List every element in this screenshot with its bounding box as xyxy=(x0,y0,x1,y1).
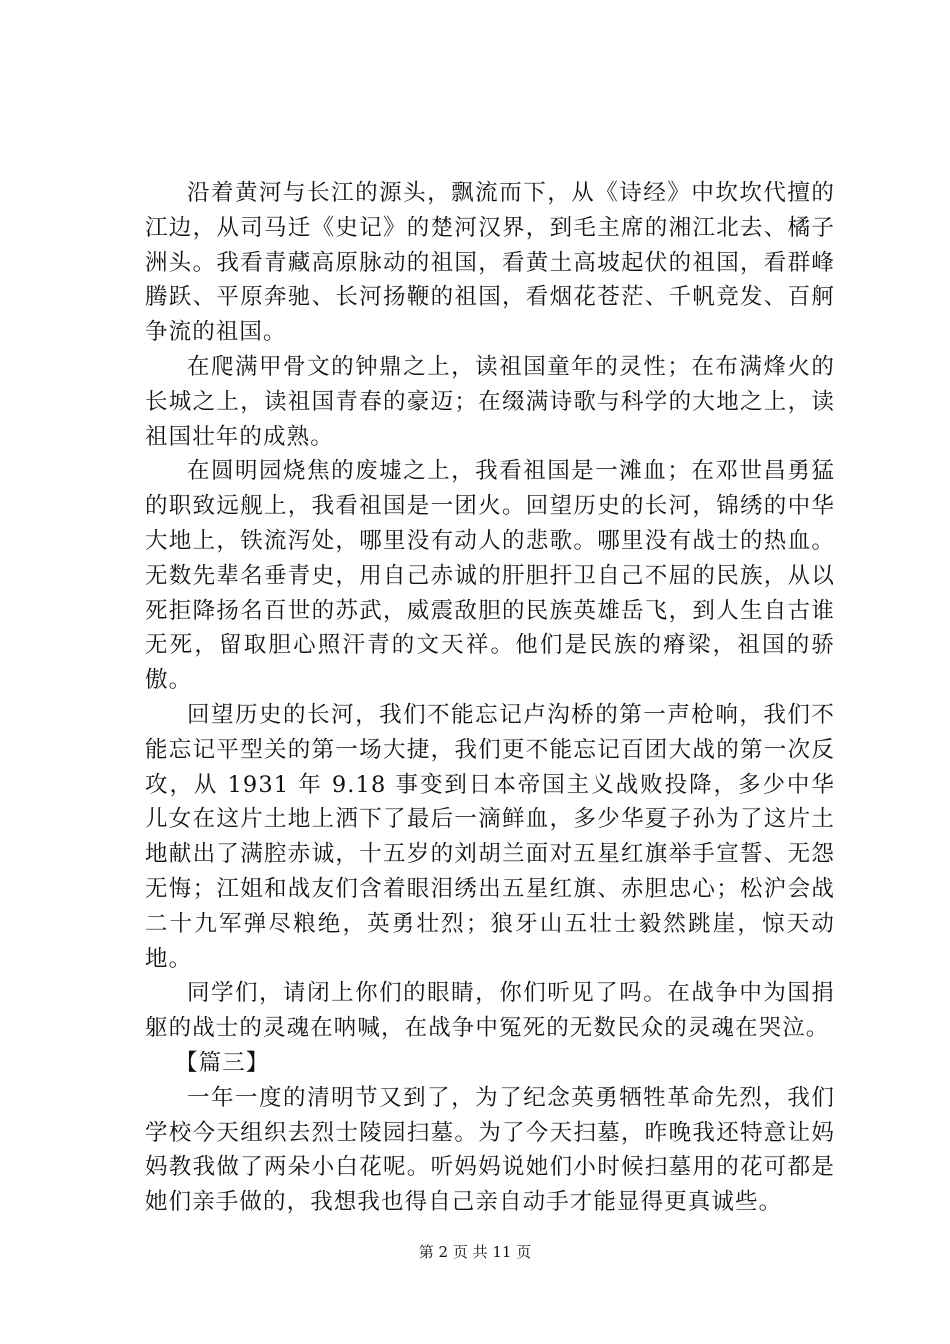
paragraph-5: 同学们，请闭上你们的眼睛，你们听见了吗。在战争中为国捐躯的战士的灵魂在呐喊，在战争中冤死的无数民众的灵魂在哭泣。 xyxy=(145,980,835,1042)
section-heading: 【篇三】 xyxy=(175,1049,270,1076)
paragraph-2: 在爬满甲骨文的钟鼎之上，读祖国童年的灵性；在布满烽火的长城之上，读祖国青春的豪迈；在缀满诗歌与科学的大地之上，读祖国壮年的成熟。 xyxy=(145,353,835,450)
page-footer: 第 2 页 共 11 页 xyxy=(418,1243,532,1261)
paragraph-4: 回望历史的长河，我们不能忘记卢沟桥的第一声枪响，我们不能忘记平型关的第一场大捷，我们更不能忘记百团大战的第一次反攻，从 1931 年 9.18 事变到日本帝国主义战败投降，多少中华儿女在这片土地上洒下了最后一滴鲜血，多少华夏子孙为了这片土地献出了满腔赤诚，十五岁的刘胡兰面对五星红旗举手宣誓、无怨无悔；江姐和战友们含着眼泪绣出五星红旗、赤胆忠心；松沪会战二十九军弹尽粮绝，英勇壮烈；狼牙山五壮士毅然跳崖，惊天动地。 xyxy=(145,701,835,972)
paragraph-1: 沿着黄河与长江的源头，飘流而下，从《诗经》中坎坎代擅的江边，从司马迁《史记》的楚河汉界，到毛主席的湘江北去、橘子洲头。我看青藏高原脉动的祖国，看黄土高坡起伏的祖国，看群峰腾跃、平原奔驰、长河扬鞭的祖国，看烟花苍茫、千帆竞发、百舸争流的祖国。 xyxy=(145,180,835,346)
document-body xyxy=(145,176,835,1220)
section-paragraph: 一年一度的清明节又到了，为了纪念英勇牺牲革命先烈，我们学校今天组织去烈士陵园扫墓。为了今天扫墓，昨晚我还特意让妈妈教我做了两朵小白花呢。听妈妈说她们小时候扫墓用的花可都是她们亲手做的，我想我也得自己亲自动手才能显得更真诚些。 xyxy=(145,1084,835,1216)
paragraph-3: 在圆明园烧焦的废墟之上，我看祖国是一滩血；在邓世昌勇猛的职致远舰上，我看祖国是一团火。回望历史的长河，锦绣的中华大地上，铁流泻处，哪里没有动人的悲歌。哪里没有战士的热血。无数先辈名垂青史，用自己赤诚的肝胆扞卫自己不屈的民族，从以死拒降扬名百世的苏武，威震敌胆的民族英雄岳飞，到人生自古谁无死，留取胆心照汗青的文天祥。他们是民族的瘠梁，祖国的骄傲。 xyxy=(145,458,835,694)
